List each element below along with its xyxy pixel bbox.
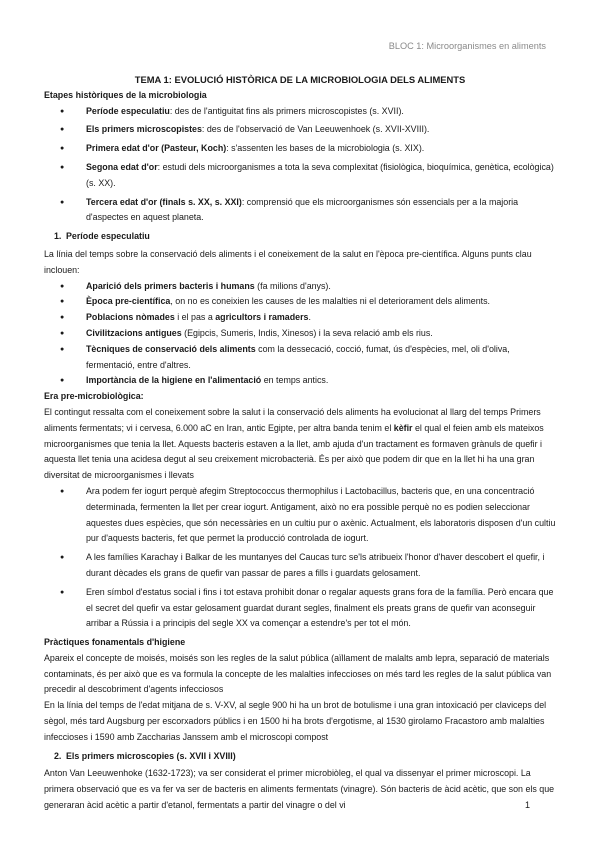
list-item: ● Segona edat d'or: estudi dels microorganismes a tota la seva complexitat (fisiològica, bioquímica, genètica, ecològica) (s. XX). [44, 160, 556, 192]
practiques-heading: Pràctiques fonamentals d'higiene [44, 637, 186, 648]
era-heading: Era pre-microbiològica: [44, 391, 144, 402]
section-1-list [44, 279, 556, 390]
practiques-paragraph-2: En la línia del temps de l'edat mitjana de s. V-XV, al segle 900 hi ha un brot de botulisme i una gran intoxicació per claviceps del sègol, més tard Augsburg per escorxadors públics i en 1500 hi ha brots d'ergotisme, al 1530 girolamo Fracastoro amb malalties infeccioses i 1590 amb Zaccharias Janssem amb el microscopi compost [44, 700, 547, 742]
era-list [44, 484, 556, 632]
list-item: ● Període especulatiu: des de l'antiguitat fins als primers microscopistes (s. XVII). [44, 104, 556, 120]
section-2-heading: 2. Els primers microscopies (s. XVII i XVIII) [54, 750, 236, 761]
running-header: BLOC 1: Microorganismes en aliments [388, 41, 546, 51]
etapes-list [44, 104, 556, 227]
list-item: ● Civilitzacions antigues (Egipcis, Sumeris, Indis, Xinesos) i la seva relació amb els rius. [44, 326, 556, 342]
list-item: ● Aparició dels primers bacteris i humans (fa milions d'anys). [44, 279, 556, 295]
list-item: ● Eren símbol d'estatus social i fins i tot estava prohibit donar o regalar aquests grans fora de la família. Però encara que el secret del quefir va estar gelosament guardat durant segles, finalment els preats grans de quefir van aconseguir arribar a Rússia i a principis del segle XX va començar a estendre's per tot el món. [44, 585, 556, 632]
page-number: 1 [524, 800, 530, 811]
practiques-paragraph-1: Apareix el concepte de moisés, moisés son les regles de la salut pública (aïllament de malalts amb lepra, separació de materials contaminats, és per això que es va formula la concepte de les malalties infeccioses on més tard les regles de la salut pública van precedir al descobriment d'agents infecciosos [44, 652, 552, 695]
page-title: TEMA 1: EVOLUCIÓ HISTÒRICA DE LA MICROBIOLOGIA DELS ALIMENTS [134, 74, 466, 85]
etapes-heading: Etapes històriques de la microbiologia [44, 89, 207, 100]
list-item: ● Època pre-científica, on no es coneixien les causes de les malalties ni el deteriorament dels aliments. [44, 294, 556, 310]
list-item: ● Els primers microscopistes: des de l'observació de Van Leeuwenhoek (s. XVII-XVIII). [44, 122, 556, 138]
list-item: ● A les famílies Karachay i Balkar de les muntanyes del Caucas turc se'ls atribueix l'honor d'haver descobert el quefir, i durant dècades els grans de quefir van passar de pares a fills i guardats gelosament. [44, 550, 556, 582]
list-item: ● Primera edat d'or (Pasteur, Koch): s'assenten les bases de la microbiologia (s. XIX). [44, 141, 556, 157]
list-item: ● Tècniques de conservació dels aliments com la dessecació, cocció, fumat, ús d'espècies, mel, oli d'oliva, fermentació, entre d'altres. [44, 342, 556, 374]
section-1-intro: La línia del temps sobre la conservació dels aliments i el coneixement de la salut en l'època pre-científica. Alguns punts clau inclouen: [44, 248, 532, 275]
section-2-paragraph: Anton Van Leeuwenhoke (1632-1723); va ser considerat el primer microbiòleg, el qual va dissenyar el primer microscopi. La primera observació que es va fer va ser de bacteris en aliments fermentats (vinagre). Són bacteris de àcid acètic, que son els que generaran àcid acètic a partir d'etanol, fermentats a partir del vinagre o del vi [44, 768, 555, 811]
list-item: ● Ara podem fer iogurt perquè afegim Streptococcus thermophilus i Lactobacillus, bacteris que, en una concentració determinada, fermenten la llet per crear iogurt. Antigament, això no era possible perquè no es podien seleccionar aquestes dues espècies, que són necessàries en un cultiu pur o axènic. Actualment, els laboratoris disposen d'un cultiu pur d'aquests bacteris, fet que permet la producció controlada de iogurt. [44, 484, 556, 547]
list-item: ● Poblacions nòmades i el pas a agricultors i ramaders. [44, 310, 556, 326]
section-1-heading: 1. Període especulatiu [54, 231, 150, 242]
list-item: ● Tercera edat d'or (finals s. XX, s. XXI): comprensió que els microorganismes són essencials per a la majoria d'aspectes en aquest planeta. [44, 195, 556, 227]
list-item: ● Importància de la higiene en l'alimentació en temps antics. [44, 373, 556, 389]
era-paragraph: El contingut ressalta com el coneixement sobre la salut i la conservació dels aliments ha evolucionat al llarg del temps Primers aliments fermentats; vi i cervesa, 6.000 aC en Iran, antic Egipte, per altra banda tenim el kèfir el qual el feien amb els mateixos microorganismes que tenia la llet. Aquests bacteris estaven a la llet, amb ajuda d'un tractament es formaven grànuls de quefir i aquesta llet tenia una acidesa degut al seu creixement microbacterià. És per això que podem dir que en la llet hi ha una gran diversitat de microorganismes i llevats [44, 406, 544, 481]
